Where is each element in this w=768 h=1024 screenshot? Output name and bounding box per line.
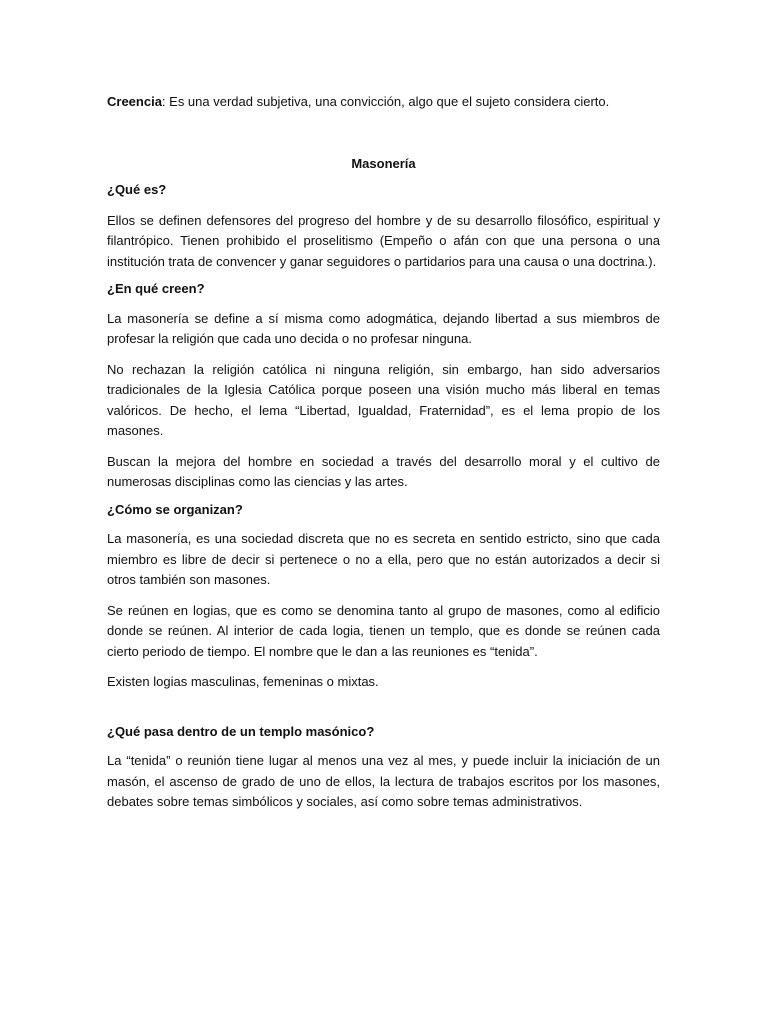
section-heading-en-que-creen: ¿En qué creen? [107, 281, 205, 296]
creencia-definition [107, 92, 660, 113]
paragraph: No rechazan la religión católica ni ninguna religión, sin embargo, han sido adversarios tradicionales de la Iglesia Católica porque poseen una visión mucho más liberal en temas valóricos. De hecho, el lema “Libertad, Igualdad, Fraternidad”, es el lema propio de los masones. [107, 361, 660, 438]
section-heading-como-se-organizan: ¿Cómo se organizan? [107, 501, 243, 517]
creencia-definition-text: : Es una verdad subjetiva, una convicción, algo que el sujeto considera cierto. [161, 94, 610, 109]
paragraph: Buscan la mejora del hombre en sociedad a través del desarrollo moral y el cultivo de numerosas disciplinas como las ciencias y las artes. [107, 453, 660, 489]
section-heading-templo-masonico: ¿Qué pasa dentro de un templo masónico? [107, 723, 375, 739]
document-title: Masonería [351, 155, 416, 171]
document-page [107, 92, 660, 813]
paragraph: Existen logias masculinas, femeninas o mixtas. [107, 674, 379, 689]
paragraph: Ellos se definen defensores del progreso del hombre y de su desarrollo filosófico, espiritual y filantrópico. Tienen prohibido el proselitismo (Empeño o afán con que una persona o una institución trata de convencer y ganar seguidores o partidarios para una causa o una doctrina.). [107, 212, 660, 269]
section-heading-que-es: ¿Qué es? [107, 182, 167, 197]
paragraph: La masonería se define a sí misma como adogmática, dejando libertad a sus miembros de profesar la religión que cada uno decida o no profesar ninguna. [107, 310, 660, 346]
paragraph: La “tenida” o reunión tiene lugar al menos una vez al mes, y puede incluir la iniciación de un masón, el ascenso de grado de uno de ellos, la lectura de trabajos escritos por los masones, debates sobre temas simbólicos y sociales, así como sobre temas administrativos. [107, 753, 660, 809]
creencia-term: Creencia [107, 94, 162, 109]
paragraph: Se reúnen en logias, que es como se denomina tanto al grupo de masones, como al edificio donde se reúnen. Al interior de cada logia, tienen un templo, que es donde se reúnen cada cierto periodo de tiempo. El nombre que le dan a las reuniones es “tenida”. [107, 602, 660, 659]
paragraph: La masonería, es una sociedad discreta que no es secreta en sentido estricto, sino que cada miembro es libre de decir si pertenece o no a ella, pero que no están autorizados a decir si otros también son masones. [107, 531, 660, 587]
